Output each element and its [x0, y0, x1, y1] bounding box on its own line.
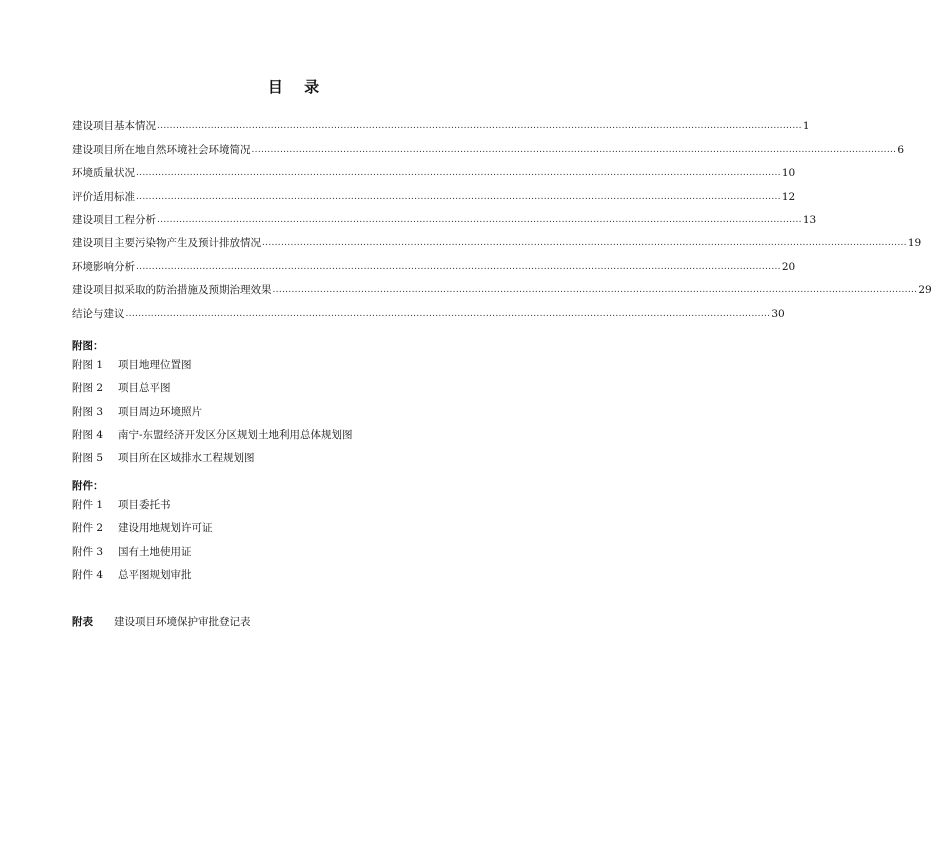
toc-leader-dots: ............................................................................................................................................................................................................ — [136, 168, 781, 179]
toc-entry-page: 10 — [781, 167, 796, 180]
figures-list — [72, 359, 472, 475]
list-item[interactable] — [72, 429, 472, 452]
toc-leader-dots: ............................................................................................................................................................................................................ — [157, 121, 802, 132]
toc-leader-dots: ............................................................................................................................................................................................................ — [157, 214, 802, 225]
attachment-number: 附件 2 — [72, 522, 104, 535]
attachment-number: 附件 4 — [72, 568, 104, 581]
list-item[interactable] — [72, 359, 472, 382]
toc-entry-label: 建设项目所在地自然环境社会环境简况 — [72, 143, 251, 156]
toc-entry-label: 建设项目主要污染物产生及预计排放情况 — [72, 237, 261, 250]
toc-leader-dots: ............................................................................................................................................................................................................ — [262, 238, 907, 249]
figure-number: 附图 1 — [72, 359, 104, 371]
toc-entry[interactable] — [72, 250, 796, 273]
figure-number: 附图 5 — [72, 452, 104, 465]
attachment-label: 总平图规划审批 — [118, 568, 192, 581]
figure-label: 项目地理位置图 — [118, 359, 192, 371]
table-of-contents — [72, 110, 932, 321]
appendix-table-heading: 附表 — [72, 616, 93, 628]
list-item[interactable] — [72, 406, 472, 429]
appendix-table-entry[interactable] — [72, 614, 251, 629]
figure-label: 南宁-东盟经济开发区分区规划土地利用总体规划图 — [118, 428, 353, 441]
toc-leader-dots: ............................................................................................................................................................................................................ — [251, 144, 897, 155]
list-item[interactable] — [72, 569, 472, 592]
attachment-label: 建设用地规划许可证 — [118, 522, 213, 535]
toc-leader-dots: ............................................................................................................................................................................................................ — [136, 261, 781, 272]
figure-number: 附图 3 — [72, 405, 104, 418]
attachment-label: 项目委托书 — [118, 499, 171, 511]
figure-label: 项目总平图 — [118, 382, 171, 395]
toc-entry-label: 建设项目工程分析 — [72, 213, 156, 226]
attachment-number: 附件 1 — [72, 499, 104, 511]
toc-entry[interactable] — [72, 110, 810, 133]
toc-entry-label: 环境质量状况 — [72, 167, 135, 180]
toc-entry[interactable] — [72, 297, 785, 320]
toc-entry-page: 19 — [907, 237, 922, 250]
figure-label: 项目所在区域排水工程规划图 — [118, 452, 255, 465]
list-item[interactable] — [72, 499, 472, 522]
toc-entry[interactable] — [72, 227, 922, 250]
attachments-list — [72, 499, 472, 592]
toc-entry-page: 29 — [918, 284, 932, 297]
toc-leader-dots: ............................................................................................................................................................................................................ — [136, 191, 781, 202]
toc-entry-page: 12 — [781, 190, 796, 203]
list-item[interactable] — [72, 452, 472, 475]
attachment-number: 附件 3 — [72, 545, 104, 558]
list-item[interactable] — [72, 382, 472, 405]
toc-entry[interactable] — [72, 274, 932, 297]
toc-entry-page: 30 — [771, 307, 785, 320]
toc-entry[interactable] — [72, 157, 796, 180]
toc-entry[interactable] — [72, 204, 817, 227]
list-item[interactable] — [72, 546, 472, 569]
toc-entry-page: 13 — [802, 213, 817, 226]
appendix-table-label: 建设项目环境保护审批登记表 — [114, 616, 251, 628]
figures-heading: 附图： — [72, 340, 104, 352]
toc-entry-page: 1 — [802, 120, 810, 133]
toc-entry[interactable] — [72, 180, 796, 203]
toc-entry[interactable] — [72, 133, 904, 156]
toc-leader-dots: ............................................................................................................................................................................................................ — [272, 285, 918, 296]
toc-entry-label: 结论与建议 — [72, 307, 125, 320]
toc-leader-dots: ............................................................................................................................................................................................................ — [125, 308, 771, 319]
toc-entry-label: 环境影响分析 — [72, 260, 135, 273]
figure-label: 项目周边环境照片 — [118, 405, 202, 418]
figure-number: 附图 2 — [72, 382, 104, 395]
toc-entry-page: 20 — [781, 260, 796, 273]
figure-number: 附图 4 — [72, 428, 104, 441]
toc-entry-label: 评价适用标准 — [72, 190, 135, 203]
attachment-label: 国有土地使用证 — [118, 545, 192, 558]
toc-entry-page: 6 — [897, 143, 904, 156]
page-title: 目 录 — [267, 78, 328, 96]
attachments-heading: 附件： — [72, 480, 104, 492]
list-item[interactable] — [72, 522, 472, 545]
toc-entry-label: 建设项目基本情况 — [72, 120, 156, 133]
toc-entry-label: 建设项目拟采取的防治措施及预期治理效果 — [72, 284, 272, 297]
